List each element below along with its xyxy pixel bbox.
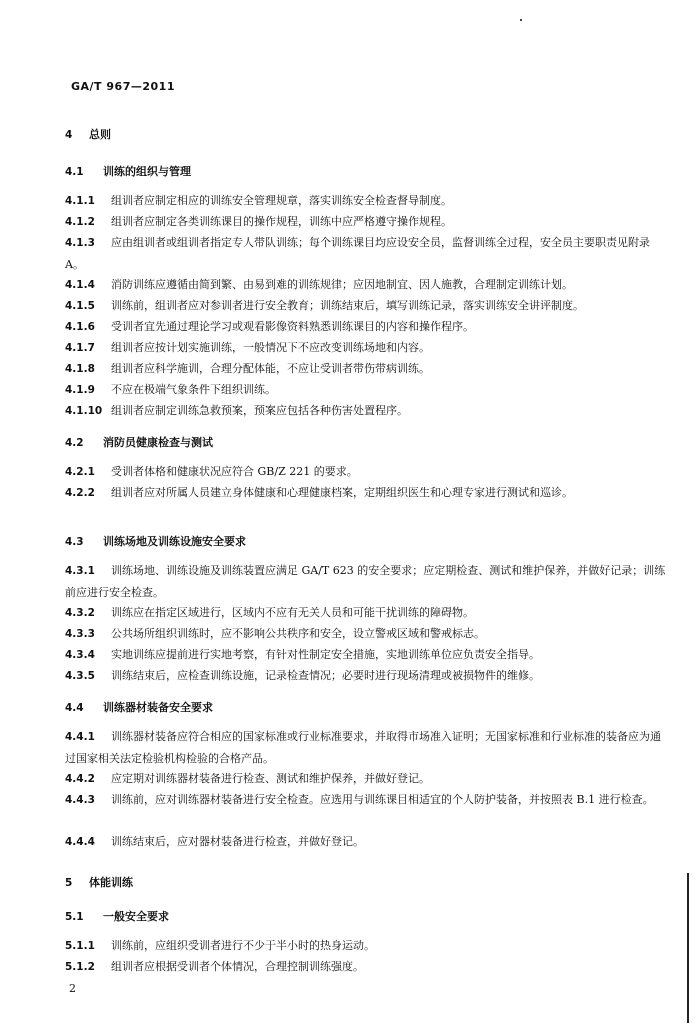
clause-4-2-1: 4.2.1 受训者体格和健康状况应符合 GB/Z 221 的要求。	[65, 465, 358, 478]
scan-edge-line	[687, 873, 689, 1023]
clause-4-2-2: 4.2.2 组训者应对所属人员建立身体健康和心理健康档案，定期组织医生和心理专家进行测试和巡诊。	[65, 486, 573, 499]
clause-4-3-4: 4.3.4 实地训练应提前进行实地考察，有针对性制定安全措施，实地训练单位应负责安全指导。	[65, 648, 540, 661]
clause-4-4-4: 4.4.4 训练结束后，应对器材装备进行检查，并做好登记。	[65, 835, 364, 848]
clause-5-1-2: 5.1.2 组训者应根据受训者个体情况，合理控制训练强度。	[65, 960, 364, 973]
subsection-heading-4-3: 4.3 训练场地及训练设施安全要求	[65, 535, 246, 548]
standard-code: GA/T 967—2011	[71, 80, 175, 93]
scan-speck	[520, 19, 522, 21]
subsection-heading-5-1: 5.1 一般安全要求	[65, 910, 169, 923]
page-number: 2	[69, 982, 76, 995]
clause-4-1-1: 4.1.1 组训者应制定相应的训练安全管理规章，落实训练安全检查督导制度。	[65, 194, 452, 207]
clause-4-4-1: 4.4.1 训练器材装备应符合相应的国家标准或行业标准要求，并取得市场准入证明；无国家标准和行业标准的装备应为通过国家相关法定检验机构检验的合格产品。	[65, 730, 661, 765]
subsection-heading-4-4: 4.4 训练器材装备安全要求	[65, 701, 213, 714]
clause-4-3-3: 4.3.3 公共场所组织训练时，应不影响公共秩序和安全，设立警戒区域和警戒标志。	[65, 627, 485, 640]
clause-4-4-3: 4.4.3 训练前，应对训练器材装备进行安全检查。应选用与训练课目相适宜的个人防护装备，并按照表 B.1 进行检查。	[65, 793, 654, 806]
clause-4-3-2: 4.3.2 训练应在指定区域进行，区域内不应有无关人员和可能干扰训练的障碍物。	[65, 606, 474, 619]
subsection-heading-4-2: 4.2 消防员健康检查与测试	[65, 436, 213, 449]
clause-5-1-1: 5.1.1 训练前，应组织受训者进行不少于半小时的热身运动。	[65, 939, 375, 952]
clause-4-1-3: 4.1.3 应由组训者或组训者指定专人带队训练；每个训练课目均应设安全员，监督训练全过程，安全员主要职责见附录 A。	[65, 236, 650, 271]
clause-4-1-6: 4.1.6 受训者宜先通过理论学习或观看影像资料熟悉训练课目的内容和操作程序。	[65, 320, 474, 333]
clause-4-1-8: 4.1.8 组训者应科学施训，合理分配体能，不应让受训者带伤带病训练。	[65, 362, 430, 375]
section-heading-4: 4 总则	[65, 128, 111, 141]
clause-4-1-10: 4.1.10 组训者应制定训练急救预案，预案应包括各种伤害处置程序。	[65, 404, 408, 417]
clause-4-3-1: 4.3.1 训练场地、训练设施及训练装置应满足 GA/T 623 的安全要求；应定期检查、测试和维护保养，并做好记录；训练前应进行安全检查。	[65, 564, 666, 599]
clause-4-1-2: 4.1.2 组训者应制定各类训练课目的操作规程，训练中应严格遵守操作规程。	[65, 215, 452, 228]
clause-4-1-9: 4.1.9 不应在极端气象条件下组织训练。	[65, 383, 276, 396]
clause-4-1-7: 4.1.7 组训者应按计划实施训练，一般情况下不应改变训练场地和内容。	[65, 341, 430, 354]
clause-4-1-4: 4.1.4 消防训练应遵循由简到繁、由易到难的训练规律；应因地制宜、因人施教，合理制定训练计划。	[65, 278, 573, 291]
section-heading-5: 5 体能训练	[65, 876, 133, 889]
subsection-heading-4-1: 4.1 训练的组织与管理	[65, 165, 191, 178]
clause-4-1-5: 4.1.5 训练前，组训者应对参训者进行安全教育；训练结束后，填写训练记录，落实训练安全讲评制度。	[65, 299, 584, 312]
clause-4-4-2: 4.4.2 应定期对训练器材装备进行检查、测试和维护保养，并做好登记。	[65, 772, 430, 785]
clause-4-3-5: 4.3.5 训练结束后，应检查训练设施，记录检查情况；必要时进行现场清理或被损物件的维修。	[65, 669, 540, 682]
